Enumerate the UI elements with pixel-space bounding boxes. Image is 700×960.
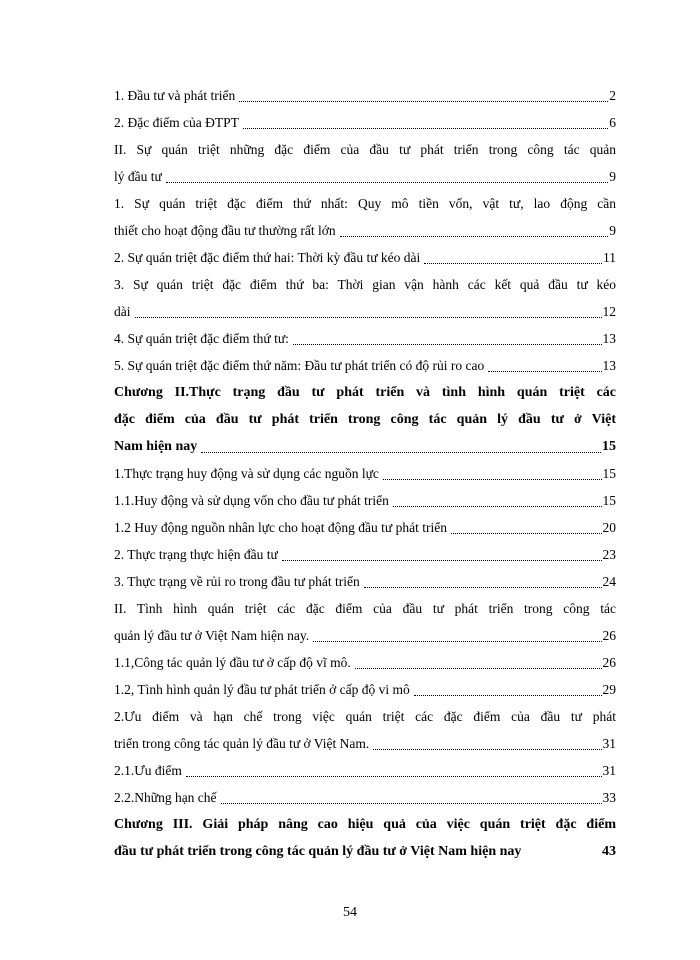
dot-leader [293, 344, 602, 345]
dot-leader [186, 776, 602, 777]
toc-entry[interactable] [114, 163, 616, 190]
toc-entry-title: 1.2, Tình hình quản lý đầu tư phát triển ở cấp độ vi mô [114, 682, 410, 697]
toc-entry[interactable] [114, 109, 616, 136]
dot-leader [201, 452, 601, 453]
toc-entry-lead-line: II. Tình hình quán triệt các đặc điểm của đầu tư phát triển trong công tác [114, 601, 616, 616]
toc-entry-title: 1.1.Huy động và sử dụng vốn cho đầu tư phát triển [114, 493, 389, 508]
dot-leader [424, 263, 602, 264]
toc-entry-page-number: 29 [602, 682, 616, 697]
toc-entry-title: quản lý đầu tư ở Việt Nam hiện nay. [114, 628, 310, 643]
dot-leader [364, 587, 602, 588]
toc-entry[interactable] [114, 622, 616, 649]
toc-entry-lead-line: 1. Sự quán triệt đặc điểm thứ nhất: Quy mô tiền vốn, vật tư, lao động cần [114, 196, 616, 211]
dot-leader [313, 641, 601, 642]
toc-entry[interactable] [114, 838, 616, 865]
toc-entry-title: 1. Đầu tư và phát triển [114, 88, 236, 103]
dot-leader [414, 695, 602, 696]
toc-entry-page-number: 13 [602, 331, 616, 346]
toc-entry-page-number: 9 [609, 169, 616, 184]
toc-entry-page-number: 26 [602, 655, 616, 670]
dot-leader [340, 236, 609, 237]
toc-entry-title: thiết cho hoạt động đầu tư thường rất lớn [114, 223, 336, 238]
toc-entry-title: 2. Đặc điểm của ĐTPT [114, 115, 239, 130]
toc-entry-page-number: 15 [602, 466, 616, 481]
toc-entry-page-number: 9 [609, 223, 616, 238]
dot-leader [355, 668, 602, 669]
toc-entry-lead-line: II. Sự quán triệt những đặc điểm của đầu tư phát triển trong công tác quản [114, 142, 616, 157]
toc-entry-title: dài [114, 304, 131, 319]
toc-entry-page-number: 6 [609, 115, 616, 130]
toc-entry-page-number: 33 [602, 790, 616, 805]
toc-entry-title: 1.2 Huy động nguồn nhân lực cho hoạt động đầu tư phát triển [114, 520, 447, 535]
toc-entry-page-number: 15 [602, 493, 616, 508]
toc-entry-title: 2. Sự quán triệt đặc điểm thứ hai: Thời kỳ đầu tư kéo dài [114, 250, 421, 265]
toc-entry-lead-line: 3. Sự quán triệt đặc điểm thứ ba: Thời gian vận hành các kết quả đầu tư kéo [114, 277, 616, 292]
dot-leader [373, 749, 601, 750]
toc-entry[interactable] [114, 298, 616, 325]
toc-entry-page-number: 12 [602, 304, 616, 319]
page-number: 54 [343, 905, 357, 920]
toc-entry-page-number: 15 [602, 439, 616, 454]
toc-entry-title: 2. Thực trạng thực hiện đầu tư [114, 547, 278, 562]
toc-entry[interactable] [114, 433, 616, 460]
toc-entry-lead-line: đặc điểm của đầu tư phát triển trong công tác quản lý đầu tư ở Việt [114, 412, 616, 427]
dot-leader [393, 506, 602, 507]
toc-entry[interactable] [114, 730, 616, 757]
toc-entry-lead-line: Chương III. Giải pháp nâng cao hiệu quả của việc quán triệt đặc điểm [114, 817, 616, 832]
dot-leader [243, 128, 608, 129]
dot-leader [383, 479, 602, 480]
toc-entry-lead-line: 2.Ưu điểm và hạn chế trong việc quán triệt các đặc điểm của đầu tư phát [114, 709, 616, 724]
toc-entry[interactable] [114, 649, 616, 676]
toc-entry[interactable] [114, 217, 616, 244]
toc-entry[interactable] [114, 676, 616, 703]
toc-entry-title: 2.1.Ưu điểm [114, 763, 182, 778]
toc-entry[interactable] [114, 514, 616, 541]
toc-entry-title: 1.1,Công tác quản lý đầu tư ở cấp độ vĩ mô. [114, 655, 351, 670]
toc-entry[interactable] [114, 244, 616, 271]
toc-entry[interactable] [114, 352, 616, 379]
toc-entry-page-number: 43 [602, 844, 616, 859]
toc-entry-page-number: 20 [602, 520, 616, 535]
toc-entry-title: đầu tư phát triển trong công tác quản lý đầu tư ở Việt Nam hiện nay [114, 844, 522, 859]
toc-entry-title: 1.Thực trạng huy động và sử dụng các nguồn lực [114, 466, 379, 481]
toc-entry-page-number: 23 [602, 547, 616, 562]
toc-entry-page-number: 2 [609, 88, 616, 103]
table-of-contents [114, 82, 616, 865]
dot-leader [166, 182, 608, 183]
toc-entry-title: triển trong công tác quản lý đầu tư ở Việt Nam. [114, 736, 370, 751]
toc-entry[interactable] [114, 757, 616, 784]
dot-leader [488, 371, 601, 372]
toc-entry[interactable] [114, 487, 616, 514]
toc-entry-page-number: 31 [602, 736, 616, 751]
toc-entry[interactable] [114, 325, 616, 352]
toc-entry-page-number: 26 [602, 628, 616, 643]
dot-leader [135, 317, 602, 318]
toc-entry[interactable] [114, 568, 616, 595]
dot-leader [282, 560, 602, 561]
toc-entry-title: lý đầu tư [114, 169, 162, 184]
toc-entry-page-number: 31 [602, 763, 616, 778]
toc-entry-title: 5. Sự quán triệt đặc điểm thứ năm: Đầu tư phát triển có độ rủi ro cao [114, 358, 485, 373]
toc-entry[interactable] [114, 784, 616, 811]
toc-entry-title: Nam hiện nay [114, 439, 198, 454]
toc-entry-page-number: 24 [602, 574, 616, 589]
toc-entry[interactable] [114, 541, 616, 568]
dot-leader [451, 533, 602, 534]
toc-entry-lead-line: Chương II.Thực trạng đầu tư phát triển và tình hình quán triệt các [114, 385, 616, 400]
toc-entry[interactable] [114, 82, 616, 109]
toc-entry-title: 4. Sự quán triệt đặc điểm thứ tư: [114, 331, 289, 346]
toc-entry-page-number: 11 [603, 250, 616, 265]
toc-entry-title: 2.2.Những hạn chế [114, 790, 217, 805]
dot-leader [239, 101, 608, 102]
dot-leader [221, 803, 602, 804]
toc-entry-title: 3. Thực trạng về rủi ro trong đầu tư phát triển [114, 574, 360, 589]
toc-entry[interactable] [114, 460, 616, 487]
toc-entry-page-number: 13 [602, 358, 616, 373]
